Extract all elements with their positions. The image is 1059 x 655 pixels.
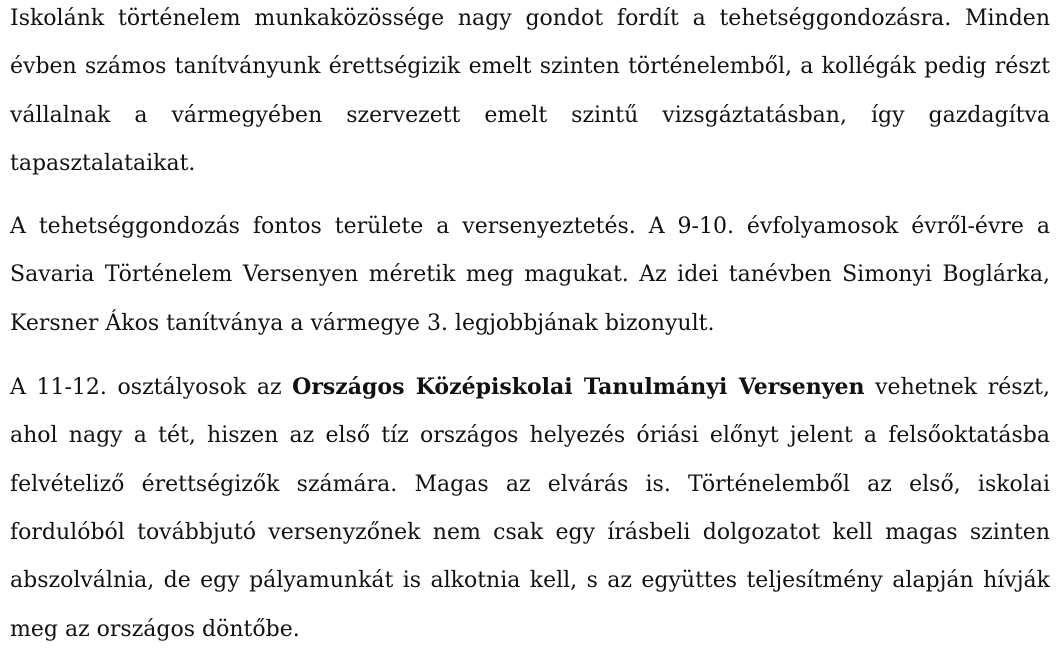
- document-page: [10, 0, 1050, 654]
- paragraph-oktv: [10, 363, 1050, 654]
- paragraph-talent-care: Iskolánk történelem munkaközössége nagy gondot fordít a tehetséggondozásra. Minden évben számos tanítványunk érettségizik emelt szinten történelemből, a kollégák pedig részt vállalnak a vármegyében szervezett emelt szintű vizsgáztatásban, így gazdagítva tapasztalataikat.: [10, 6, 1050, 176]
- paragraph-oktv-body: vehetnek részt, ahol nagy a tét, hiszen az első tíz országos helyezés óriási előnyt jelent a felsőoktatásba felvételiző érettségizők számára. Magas az elvárás is. Történelemből az első, iskolai fordulóból továbbjutó versenyzőnek nem csak egy írásbeli dolgozatot kell magas szinten abszolválnia, de egy pályamunkát is alkotnia kell, s az együttes teljesítmény alapján hívják meg az országos döntőbe.: [10, 375, 1050, 642]
- paragraph-competitions: A tehetséggondozás fontos területe a versenyeztetés. A 9-10. évfolyamosok évről-évre a Savaria Történelem Versenyen méretik meg magukat. Az idei tanévben Simonyi Boglárka, Kersner Ákos tanítványa a vármegye 3. legjobbjának bizonyult.: [10, 214, 1050, 336]
- paragraph-oktv-intro: A 11-12. osztályosok az: [10, 375, 293, 401]
- oktv-competition-name: Országos Középiskolai Tanulmányi Versenyen: [292, 374, 865, 401]
